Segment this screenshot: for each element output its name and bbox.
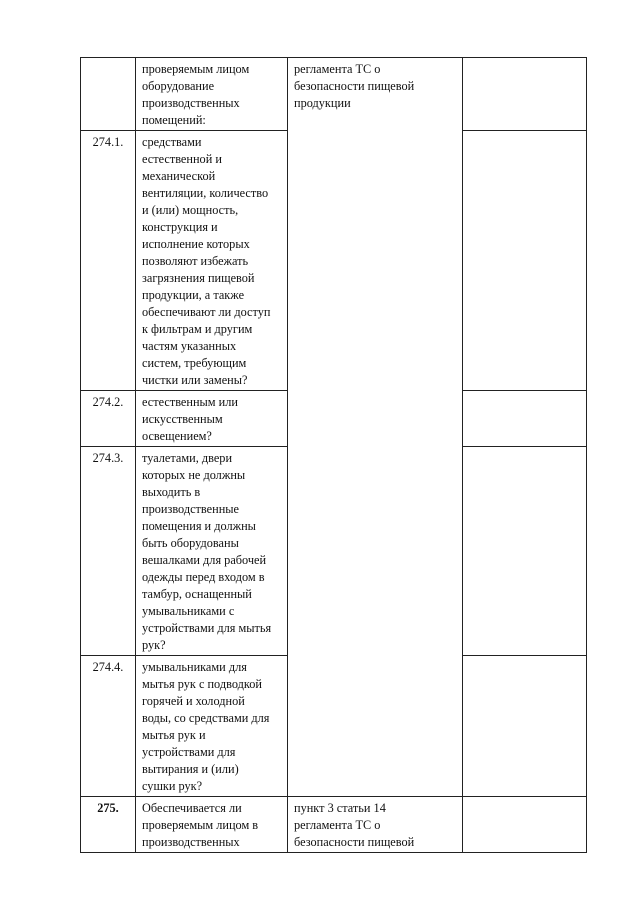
note-cell bbox=[463, 391, 587, 447]
question-text: естественным или искусственным освещением? bbox=[142, 395, 238, 443]
item-number: 274.3. bbox=[92, 451, 124, 465]
question-cell bbox=[136, 447, 288, 656]
item-number-cell bbox=[81, 447, 136, 656]
reference-cell bbox=[288, 58, 463, 797]
reference-text: пункт 3 статьи 14 регламента ТС о безопасности пищевой bbox=[294, 801, 415, 849]
table-row bbox=[81, 797, 587, 853]
question-cell bbox=[136, 797, 288, 853]
item-number-cell bbox=[81, 131, 136, 391]
item-number: 275. bbox=[97, 801, 119, 815]
item-number: 274.2. bbox=[92, 395, 124, 409]
item-number: 274.1. bbox=[92, 135, 124, 149]
question-text: умывальниками для мытья рук с подводкой горячей и холодной воды, со средствами для мытья рук и устройствами для вытирания и (или) сушки рук? bbox=[142, 660, 270, 793]
question-cell bbox=[136, 656, 288, 797]
reference-text: регламента ТС о безопасности пищевой продукции bbox=[294, 62, 415, 110]
reference-cell bbox=[288, 797, 463, 853]
item-number-cell bbox=[81, 391, 136, 447]
question-text: средствами естественной и механической вентиляции, количество и (или) мощность, конструкция и исполнение которых позволяют избежать загрязнения пищевой продукции, а также обеспечивают ли доступ к фильтрам и другим частям указанных систем, требующим чистки или замены? bbox=[142, 135, 271, 387]
question-cell bbox=[136, 131, 288, 391]
item-number-cell bbox=[81, 58, 136, 131]
note-cell bbox=[463, 131, 587, 391]
item-number-cell bbox=[81, 656, 136, 797]
note-cell bbox=[463, 58, 587, 131]
question-cell bbox=[136, 391, 288, 447]
table-row bbox=[81, 58, 587, 131]
question-text: проверяемым лицом оборудование производственных помещений: bbox=[142, 62, 250, 127]
note-cell bbox=[463, 797, 587, 853]
question-text: туалетами, двери которых не должны выходить в производственные помещения и должны быть оборудованы вешалками для рабочей одежды перед входом в тамбур, оснащенный умывальниками с устройствами для мытья рук? bbox=[142, 451, 272, 652]
question-cell bbox=[136, 58, 288, 131]
question-text: Обеспечивается ли проверяемым лицом в производственных bbox=[142, 801, 259, 849]
inspection-checklist-table bbox=[80, 57, 587, 853]
item-number: 274.4. bbox=[92, 660, 124, 674]
note-cell bbox=[463, 447, 587, 656]
note-cell bbox=[463, 656, 587, 797]
item-number-cell bbox=[81, 797, 136, 853]
